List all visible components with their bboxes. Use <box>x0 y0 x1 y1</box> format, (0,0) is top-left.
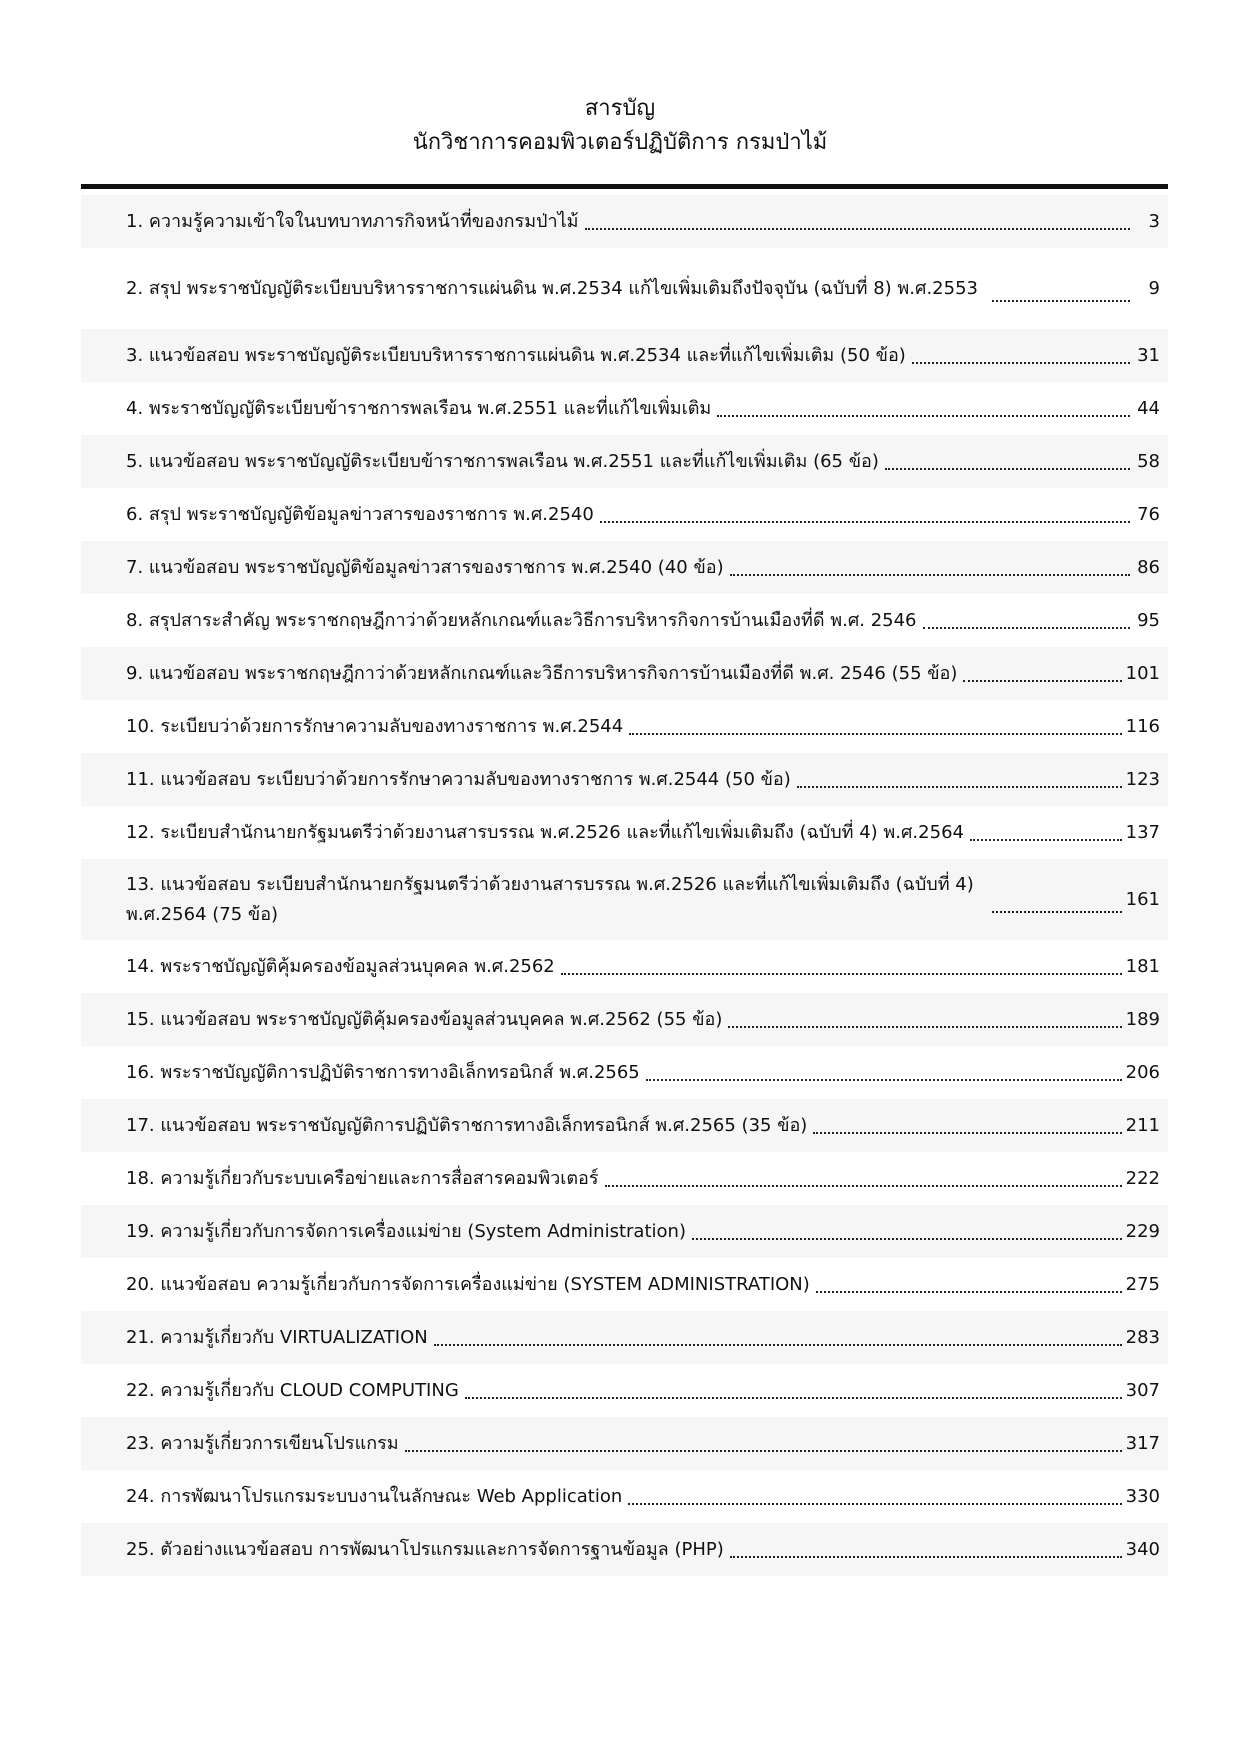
toc-entry-title: 11. แนวข้อสอบ ระเบียบว่าด้วยการรักษาความลับของทางราชการ พ.ศ.2544 (50 ข้อ) <box>126 768 791 790</box>
dot-leader <box>405 1436 1122 1452</box>
toc-entry-title: 18. ความรู้เกี่ยวกับระบบเครือข่ายและการสื่อสารคอมพิวเตอร์ <box>126 1167 599 1189</box>
dot-leader <box>585 214 1130 230</box>
toc-entry-title: 12. ระเบียบสำนักนายกรัฐมนตรีว่าด้วยงานสารบรรณ พ.ศ.2526 และที่แก้ไขเพิ่มเติมถึง (ฉบับที่ 4) พ.ศ.2564 <box>126 821 964 843</box>
toc-entry[interactable] <box>81 700 1168 753</box>
dot-leader <box>605 1171 1122 1187</box>
toc-entry-page: 101 <box>1125 662 1160 684</box>
dot-leader <box>912 348 1130 364</box>
toc-entry-title: 16. พระราชบัญญัติการปฏิบัติราชการทางอิเล็กทรอนิกส์ พ.ศ.2565 <box>126 1061 640 1083</box>
toc-entry-page: 222 <box>1125 1167 1160 1189</box>
toc-entry[interactable] <box>81 195 1168 248</box>
toc-entry-title: 24. การพัฒนาโปรแกรมระบบงานในลักษณะ Web Application <box>126 1485 623 1507</box>
toc-entry[interactable] <box>81 1417 1168 1470</box>
toc-entry[interactable] <box>81 1205 1168 1258</box>
toc-entry-title: 9. แนวข้อสอบ พระราชกฤษฎีกาว่าด้วยหลักเกณฑ์และวิธีการบริหารกิจการบ้านเมืองที่ดี พ.ศ. 2546 (55 ข้อ) <box>126 662 958 684</box>
toc-entry-title: 8. สรุปสาระสำคัญ พระราชกฤษฎีกาว่าด้วยหลักเกณฑ์และวิธีการบริหารกิจการบ้านเมืองที่ดี พ.ศ. 2546 <box>126 609 917 631</box>
dot-leader <box>465 1383 1122 1399</box>
toc-entry[interactable] <box>81 488 1168 541</box>
toc-entry-page: 307 <box>1125 1379 1160 1401</box>
toc-entry-title: 20. แนวข้อสอบ ความรู้เกี่ยวกับการจัดการเครื่องแม่ข่าย (SYSTEM ADMINISTRATION) <box>126 1273 810 1295</box>
toc-entry[interactable] <box>81 329 1168 382</box>
toc-entry-page: 229 <box>1125 1220 1160 1242</box>
toc-entry-title: 19. ความรู้เกี่ยวกับการจัดการเครื่องแม่ข่าย (System Administration) <box>126 1220 686 1242</box>
toc-entry-page: 189 <box>1125 1008 1160 1030</box>
toc-entry-page: 116 <box>1125 715 1160 737</box>
toc-entry-title: 17. แนวข้อสอบ พระราชบัญญัติการปฏิบัติราชการทางอิเล็กทรอนิกส์ พ.ศ.2565 (35 ข้อ) <box>126 1114 808 1136</box>
toc-entry-title: 2. สรุป พระราชบัญญัติระเบียบบริหารราชการแผ่นดิน พ.ศ.2534 แก้ไขเพิ่มเติมถึงปัจจุบัน (ฉบับที่ 8) พ.ศ.2553 <box>126 277 978 299</box>
toc-entry[interactable] <box>81 1523 1168 1576</box>
dot-leader <box>813 1118 1121 1134</box>
toc-entry-title: 23. ความรู้เกี่ยวการเขียนโปรแกรม <box>126 1432 399 1454</box>
toc-entry[interactable] <box>81 541 1168 594</box>
toc-entry[interactable] <box>81 940 1168 993</box>
toc-entry[interactable] <box>81 753 1168 806</box>
dot-leader <box>797 772 1122 788</box>
toc-entry[interactable] <box>81 1311 1168 1364</box>
table-of-contents <box>81 195 1168 1576</box>
toc-entry-title: 25. ตัวอย่างแนวข้อสอบ การพัฒนาโปรแกรมและการจัดการฐานข้อมูล (PHP) <box>126 1538 724 1560</box>
toc-entry-title: 15. แนวข้อสอบ พระราชบัญญัติคุ้มครองข้อมูลส่วนบุคคล พ.ศ.2562 (55 ข้อ) <box>126 1008 723 1030</box>
toc-entry-page: 283 <box>1125 1326 1160 1348</box>
toc-entry-page: 211 <box>1125 1114 1160 1136</box>
header-divider <box>81 184 1168 189</box>
toc-entry[interactable] <box>81 594 1168 647</box>
toc-entry-page: 275 <box>1125 1273 1160 1295</box>
toc-entry-page: 58 <box>1137 450 1160 472</box>
toc-entry-page: 44 <box>1137 397 1160 419</box>
toc-entry[interactable] <box>81 647 1168 700</box>
dot-leader <box>717 401 1130 417</box>
toc-entry-page: 76 <box>1137 503 1160 525</box>
dot-leader <box>923 613 1130 629</box>
page-subtitle: นักวิชาการคอมพิวเตอร์ปฏิบัติการ กรมป่าไม้ <box>412 130 828 155</box>
toc-entry[interactable] <box>81 993 1168 1046</box>
toc-entry-title: 7. แนวข้อสอบ พระราชบัญญัติข้อมูลข่าวสารของราชการ พ.ศ.2540 (40 ข้อ) <box>126 556 724 578</box>
toc-entry-title: 13. แนวข้อสอบ ระเบียบสำนักนายกรัฐมนตรีว่าด้วยงานสารบรรณ พ.ศ.2526 และที่แก้ไขเพิ่มเติมถึง (ฉบับที่ 4) พ.ศ.2564 (75 ข้อ) <box>126 873 974 925</box>
dot-leader <box>730 1542 1122 1558</box>
toc-entry-page: 95 <box>1137 609 1160 631</box>
toc-entry[interactable] <box>81 859 1168 940</box>
toc-entry-title: 5. แนวข้อสอบ พระราชบัญญัติระเบียบข้าราชการพลเรือน พ.ศ.2551 และที่แก้ไขเพิ่มเติม (65 ข้อ) <box>126 450 879 472</box>
toc-entry[interactable] <box>81 382 1168 435</box>
toc-entry-page: 3 <box>1148 210 1160 232</box>
dot-leader <box>628 1489 1121 1505</box>
toc-entry[interactable] <box>81 1364 1168 1417</box>
toc-entry-page: 330 <box>1125 1485 1160 1507</box>
toc-entry-page: 206 <box>1125 1061 1160 1083</box>
toc-entry-page: 181 <box>1125 955 1160 977</box>
dot-leader <box>728 1012 1121 1028</box>
toc-entry-page: 9 <box>1148 277 1160 299</box>
toc-entry-title: 4. พระราชบัญญัติระเบียบข้าราชการพลเรือน พ.ศ.2551 และที่แก้ไขเพิ่มเติม <box>126 397 712 419</box>
dot-leader <box>970 825 1122 841</box>
toc-entry-title: 22. ความรู้เกี่ยวกับ CLOUD COMPUTING <box>126 1379 459 1401</box>
toc-entry[interactable] <box>81 1152 1168 1205</box>
dot-leader <box>629 719 1121 735</box>
toc-entry-page: 31 <box>1137 344 1160 366</box>
toc-entry-page: 340 <box>1125 1538 1160 1560</box>
toc-entry[interactable] <box>81 1046 1168 1099</box>
toc-entry[interactable] <box>81 1258 1168 1311</box>
dot-leader <box>992 897 1122 913</box>
toc-entry[interactable] <box>81 806 1168 859</box>
toc-entry-page: 86 <box>1137 556 1160 578</box>
dot-leader <box>692 1224 1122 1240</box>
dot-leader <box>992 286 1130 302</box>
document-header <box>0 92 1240 160</box>
dot-leader <box>963 666 1121 682</box>
dot-leader <box>646 1065 1122 1081</box>
dot-leader <box>600 507 1130 523</box>
toc-entry[interactable] <box>81 1099 1168 1152</box>
toc-entry[interactable] <box>81 1470 1168 1523</box>
toc-entry-title: 14. พระราชบัญญัติคุ้มครองข้อมูลส่วนบุคคล พ.ศ.2562 <box>126 955 555 977</box>
toc-entry-title: 21. ความรู้เกี่ยวกับ VIRTUALIZATION <box>126 1326 428 1348</box>
toc-entry-title: 3. แนวข้อสอบ พระราชบัญญัติระเบียบบริหารราชการแผ่นดิน พ.ศ.2534 และที่แก้ไขเพิ่มเติม (50 ข้อ) <box>126 344 906 366</box>
dot-leader <box>816 1277 1122 1293</box>
dot-leader <box>561 959 1122 975</box>
dot-leader <box>434 1330 1122 1346</box>
toc-entry-page: 137 <box>1125 821 1160 843</box>
toc-entry[interactable] <box>81 248 1168 329</box>
toc-entry-title: 6. สรุป พระราชบัญญัติข้อมูลข่าวสารของราชการ พ.ศ.2540 <box>126 503 594 525</box>
toc-entry-page: 317 <box>1125 1432 1160 1454</box>
dot-leader <box>885 454 1130 470</box>
toc-entry-page: 161 <box>1125 888 1160 910</box>
page-title: สารบัญ <box>584 96 656 121</box>
toc-entry-page: 123 <box>1125 768 1160 790</box>
toc-entry[interactable] <box>81 435 1168 488</box>
toc-entry-title: 1. ความรู้ความเข้าใจในบทบาทภารกิจหน้าที่ของกรมป่าไม้ <box>126 210 579 232</box>
dot-leader <box>730 560 1130 576</box>
toc-entry-title: 10. ระเบียบว่าด้วยการรักษาความลับของทางราชการ พ.ศ.2544 <box>126 715 624 737</box>
